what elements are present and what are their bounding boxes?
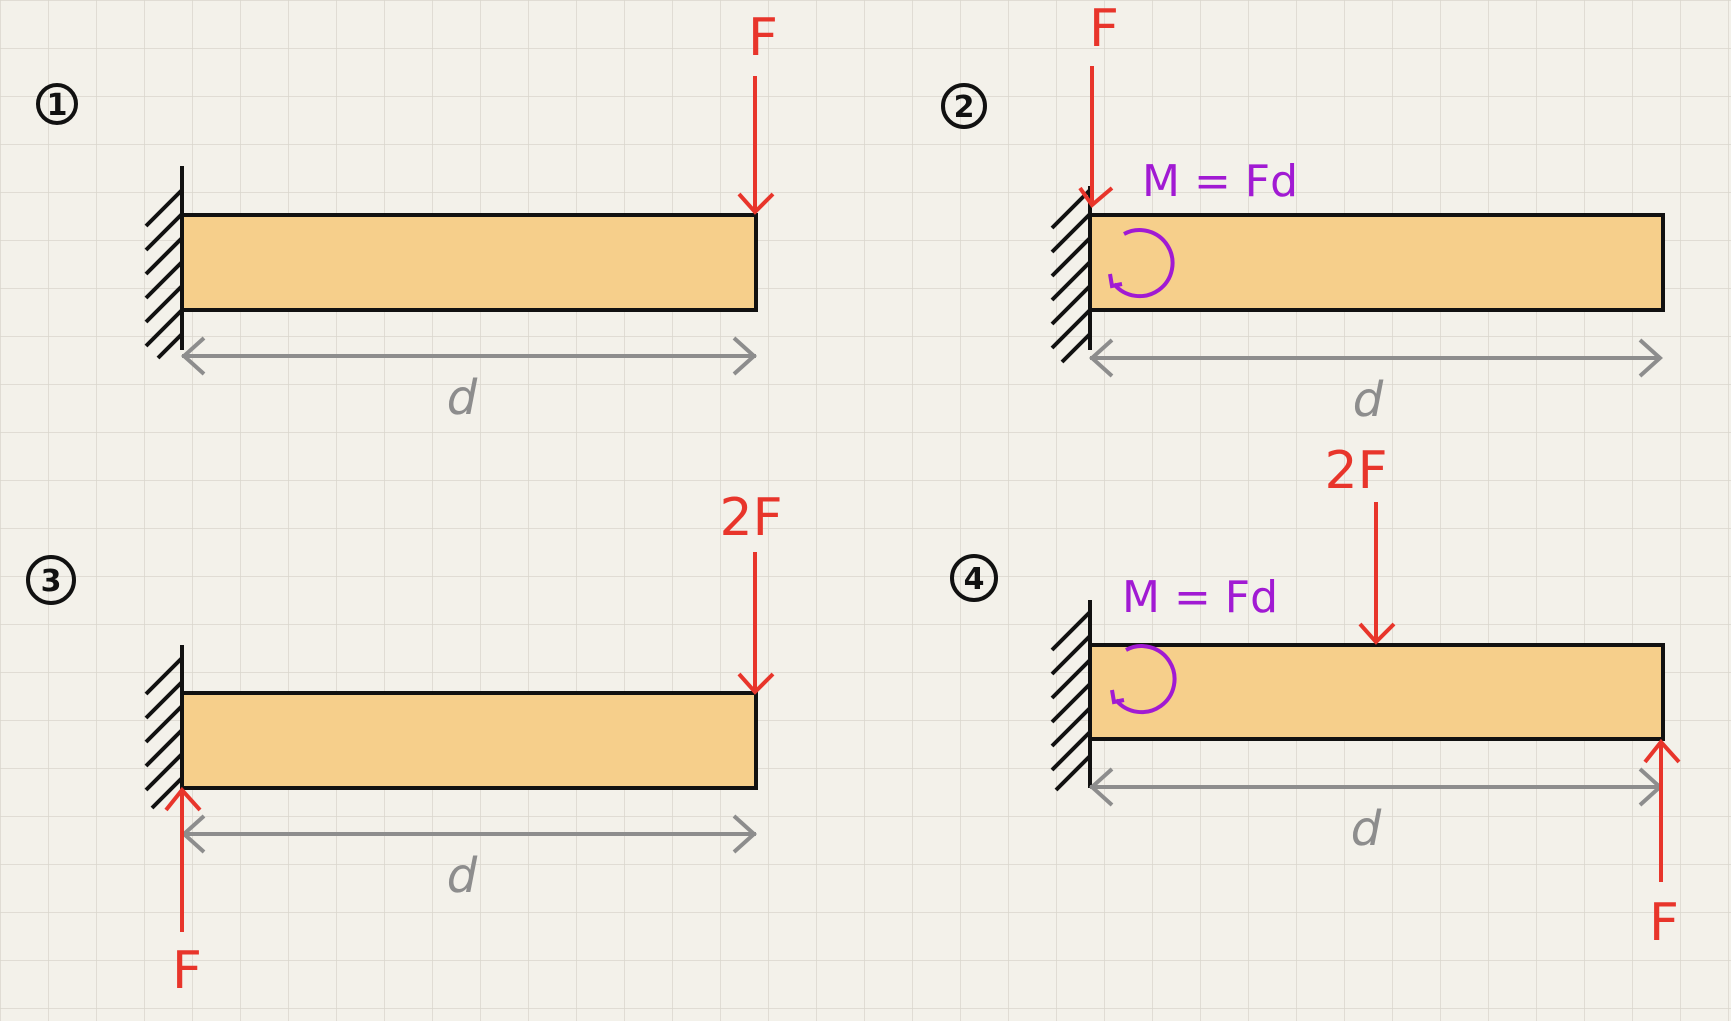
panel-3-dimension-label: d	[446, 848, 478, 904]
panel-3-number: 3	[40, 564, 62, 599]
panel-1-number: 1	[46, 88, 68, 123]
panel-2-number: 2	[953, 90, 975, 125]
panel-4-force-2f-label: 2F	[1324, 441, 1388, 501]
panel-2-dimension-label: d	[1352, 372, 1384, 428]
panel-4-force-f-label: F	[1649, 893, 1679, 953]
panel-1-beam	[182, 215, 756, 310]
panel-4-number: 4	[963, 562, 985, 597]
panel-4-beam	[1090, 645, 1663, 739]
panel-1-dimension-label: d	[446, 370, 478, 426]
panel-2-beam	[1090, 215, 1663, 310]
panel-2-force-label: F	[1089, 0, 1119, 59]
panel-2-moment-label: M = Fd	[1142, 156, 1299, 207]
panel-4-moment-label: M = Fd	[1122, 572, 1279, 623]
panel-3-beam	[182, 693, 756, 788]
panel-3-force-f-label: F	[172, 941, 202, 1001]
panel-1-force-label: F	[748, 8, 778, 68]
panel-3-force-2f-label: 2F	[719, 488, 783, 548]
panel-4-dimension-label: d	[1350, 801, 1382, 857]
